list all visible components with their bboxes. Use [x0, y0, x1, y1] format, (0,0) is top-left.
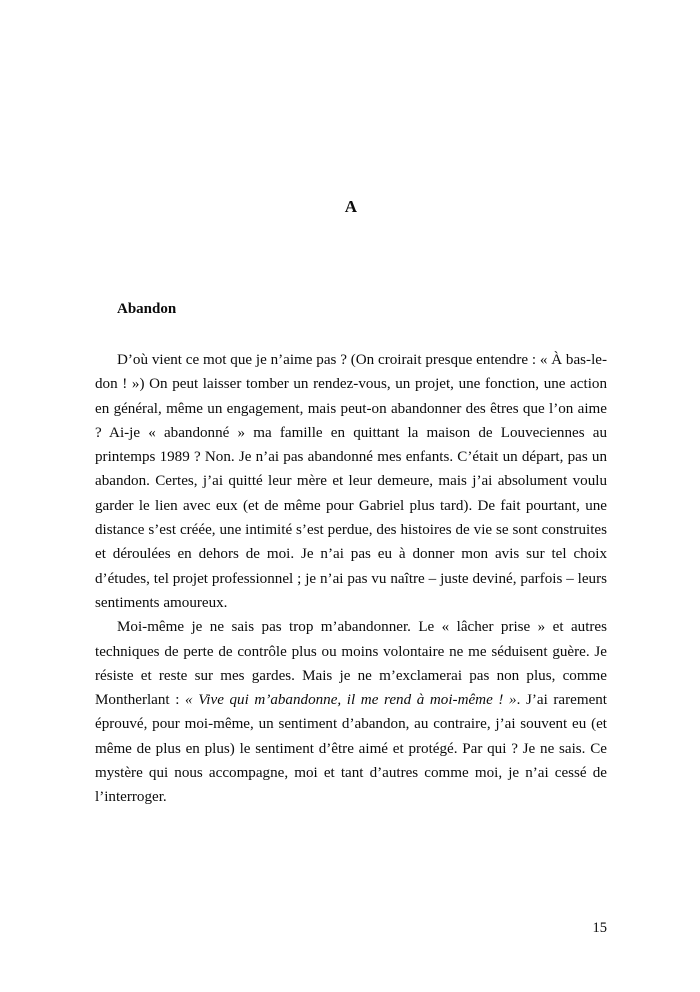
- paragraph-first-text: D’où vient ce mot que je n’aime pas ? (On croirait presque entendre : « À bas-le-don ! ») On peut laisser tomber un rendez-vous, un projet, une fonction, une action en général, même un engagement, mais peut-on abandonner des êtres que l’on aime ? Ai-je « abandonné » ma famille en quittant la maison de Louveciennes au printemps 1989 ? Non. Je n’ai pas abandonné mes enfants. C’était un départ, pas un abandon. Certes, j’ai quitté leur mère et leur demeure, mais j’ai absolument voulu garder le lien avec eux (et de même pour Gabriel plus tard). De fait pourtant, une distance s’est créée, une intimité s’est perdue, des histoires de vie se sont construites et déroulées en dehors de moi. Je n’ai pas eu à donner mon avis sur tel choix d’études, tel projet professionnel ; je n’ai pas vu naître – juste deviné, parfois – leurs sentiments amoureux.: [95, 352, 607, 611]
- page-number-folio: 15: [592, 920, 607, 936]
- paragraph-second-text-lead: Moi-même je ne sais pas trop m’abandonner. Le « lâcher prise » et autres techniques de perte de contrôle plus ou moins volontaire ne me séduisent guère. Je résiste et reste sur mes gardes. Mais je ne m’exclamerai pas non plus, comme Montherlant :: [95, 619, 607, 709]
- paragraph-second-text-tail: . J’ai rarement éprouvé, pour moi-même, un sentiment d’abandon, au contraire, j’ai souvent eu (et même de plus en plus) le sentiment d’être aimé et protégé. Par qui ? Je ne sais. Ce mystère qui nous accompagne, moi et tant d’autres comme moi, je n’ai cessé de l’interroger.: [95, 692, 608, 806]
- section-heading-abandon: Abandon: [117, 301, 177, 317]
- paragraph-second: [95, 615, 607, 809]
- montherlant-quotation: « Vive qui m’abandonne, il me rend à moi-même ! »: [185, 692, 517, 709]
- chapter-letter-heading: A: [344, 197, 358, 216]
- paragraph-first: [95, 348, 607, 615]
- body-text-block: [95, 348, 607, 810]
